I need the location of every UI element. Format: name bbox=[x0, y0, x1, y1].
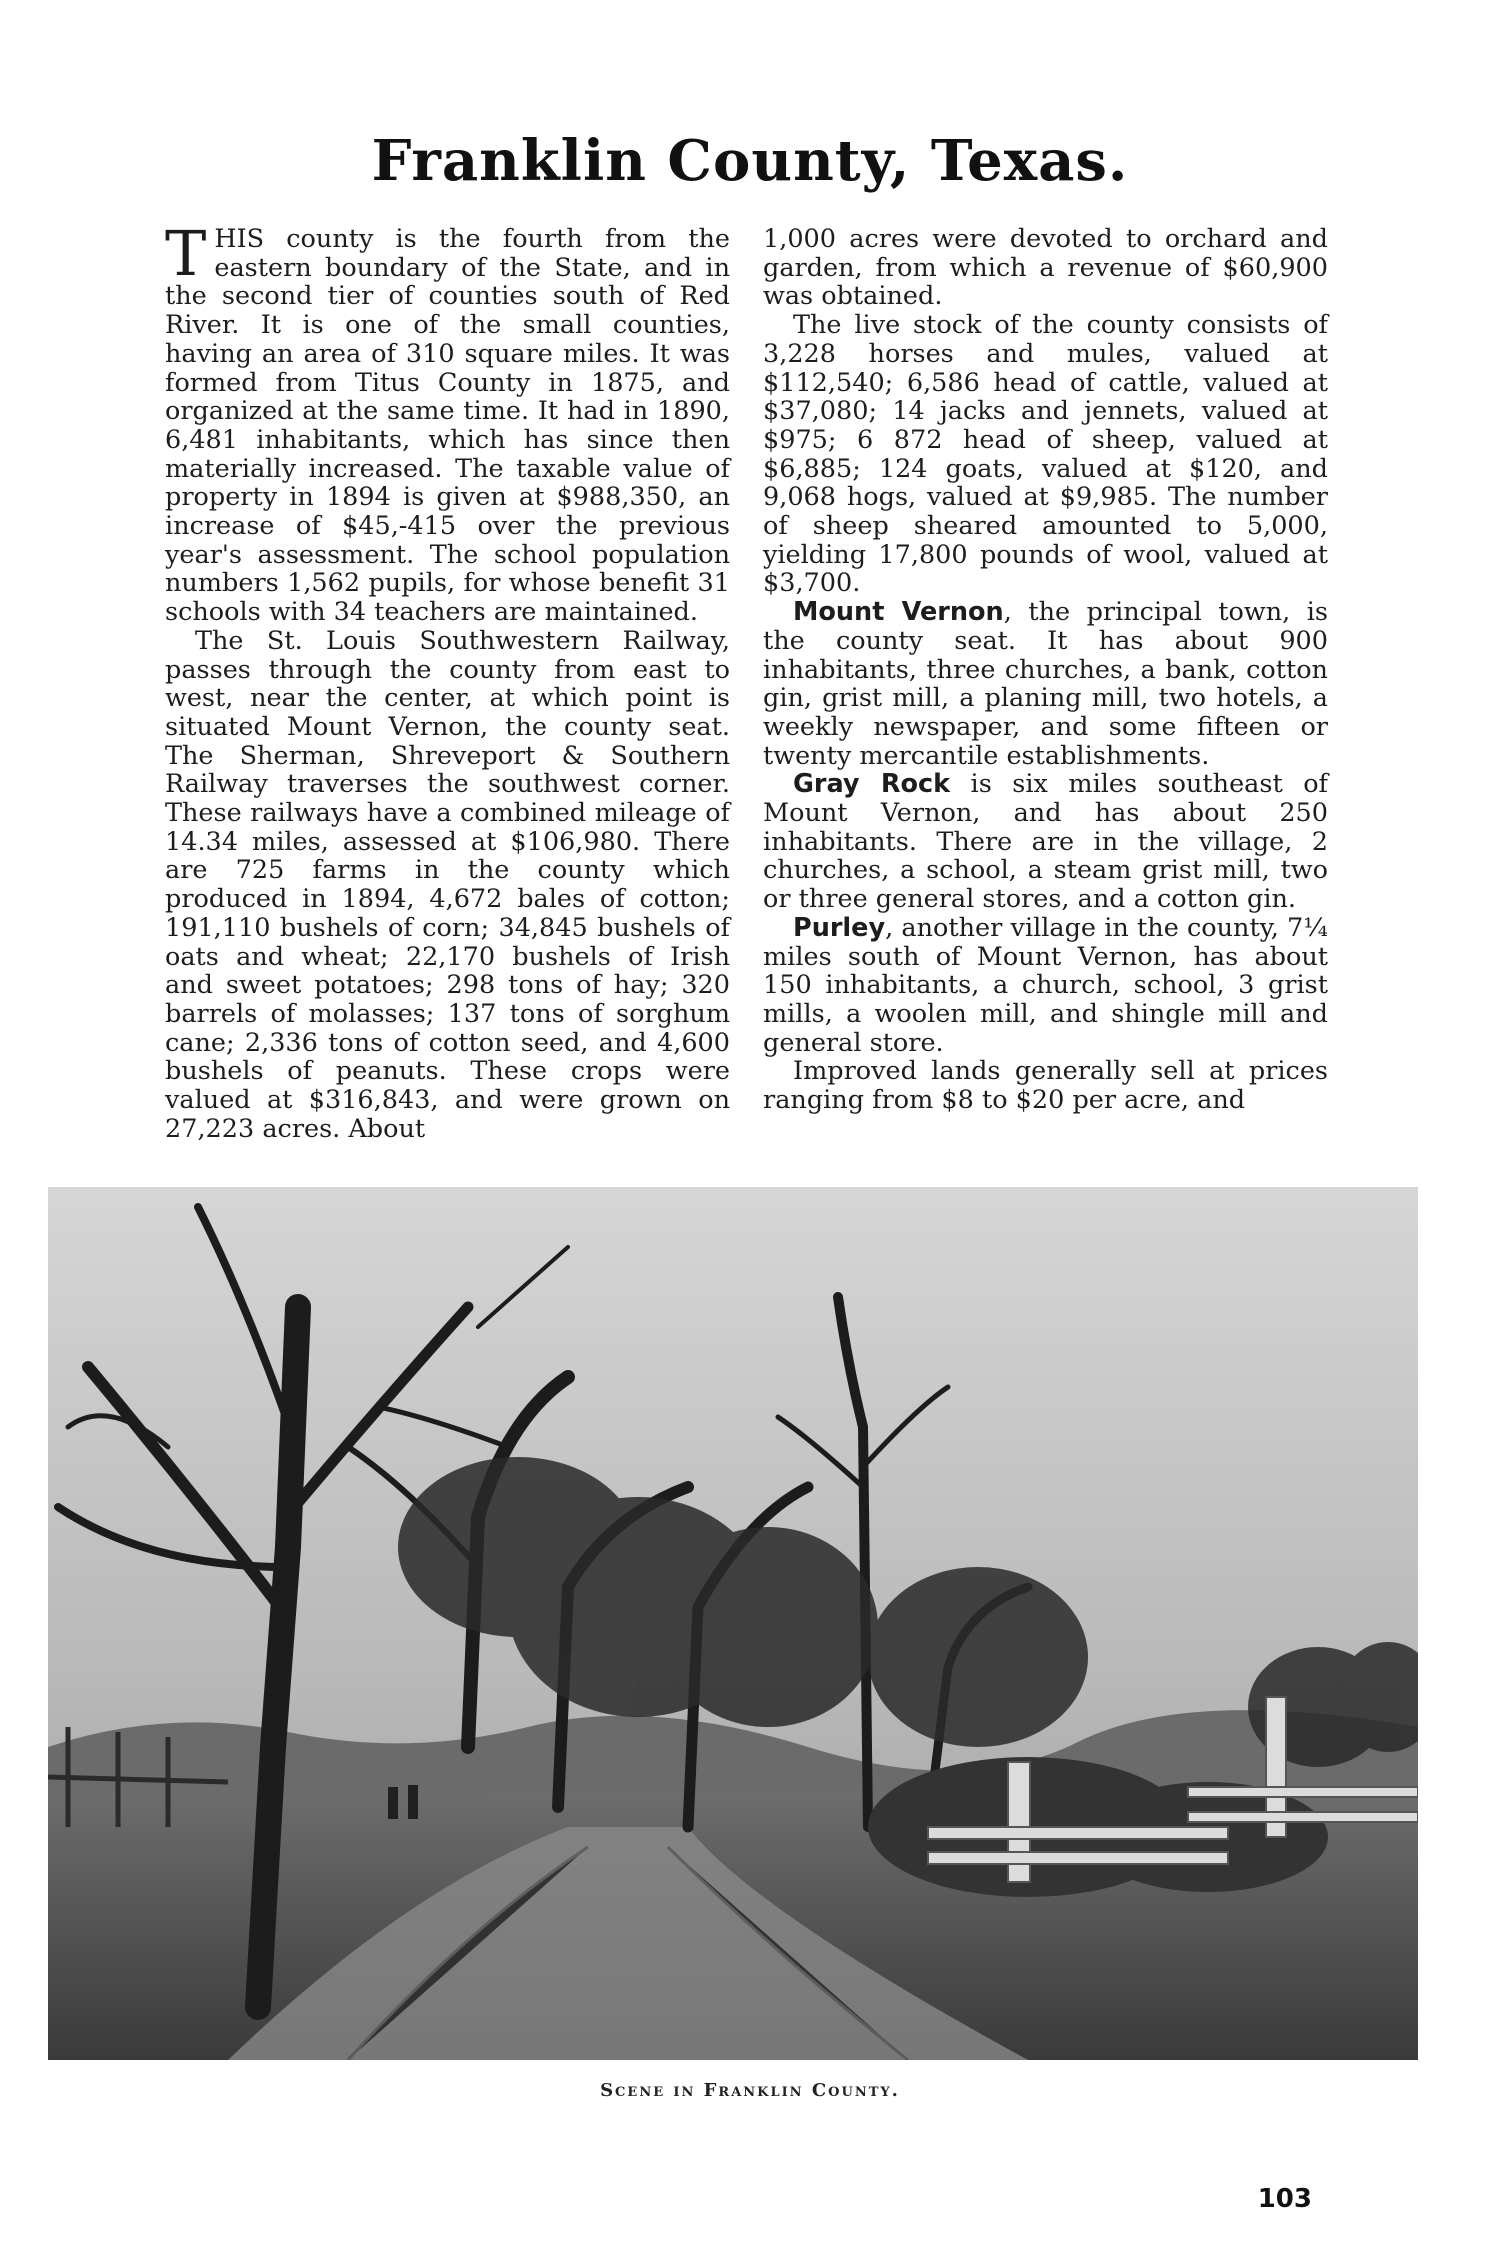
left-column bbox=[165, 217, 730, 1144]
railway-paragraph: The St. Louis Southwestern Railway, passes through the county from east to west, near the center, at which point is situated Mount Vernon, the county seat. The Sherman, Shreveport & Southern Railway traverses the southwest corner. These railways have a combined mileage of 14.34 miles, assessed at $106,980. There are 725 farms in the county which produced in 1894, 4,672 bales of cotton; 191,110 bushels of corn; 34,845 bushels of oats and wheat; 22,170 bushels of Irish and sweet potatoes; 298 tons of hay; 320 barrels of molasses; 137 tons of sorghum cane; 2,336 tons of cotton seed, and 4,600 bushels of peanuts. These crops were valued at $316,843, and were grown on 27,223 acres. About bbox=[165, 625, 730, 1144]
right-column bbox=[763, 225, 1328, 1115]
page-title: Franklin County, Texas. bbox=[371, 128, 1129, 194]
land-prices-paragraph: Improved lands generally sell at prices ranging from $8 to $20 per acre, and bbox=[763, 1056, 1328, 1116]
railway-paragraph-continued: 1,000 acres were devoted to orchard and garden, from which a revenue of $60,900 was obtained. bbox=[763, 224, 1328, 312]
run-in-heading: Gray Rock bbox=[793, 769, 951, 800]
livestock-paragraph: The live stock of the county consists of 3,228 horses and mules, valued at $112,540; 6,586 head of cattle, valued at $37,080; 14 jacks and jennets, valued at $975; 6 872 head of sheep, valued at $6,885; 124 goats, valued at $120, and 9,068 hogs, valued at $9,985. The number of sheep sheared amounted to 5,000, yielding 17,800 pounds of wool, valued at $3,700. bbox=[763, 310, 1328, 599]
photo-illustration bbox=[48, 1187, 1418, 2060]
run-in-heading: Mount Vernon bbox=[793, 597, 1004, 628]
intro-text: HIS county is the fourth from the eastern boundary of the State, and in the second tier of counties south of Red River. It is one of the small counties, having an area of 310 square miles. It was formed from Titus County in 1875, and organized at the same time. It had in 1890, 6,481 inhabitants, which has since then materially increased. The taxable value of property in 1894 is given at $988,350, an increase of $45,-415 over the previous year's assessment. The school population numbers 1,562 pupils, for whose benefit 31 schools with 34 teachers are maintained. bbox=[165, 224, 730, 628]
page-number: 103 bbox=[1257, 2184, 1312, 2214]
drop-cap: T bbox=[165, 217, 207, 290]
run-in-heading: Purley bbox=[793, 912, 886, 943]
gray-rock-paragraph: Gray Rock is six miles southeast of Mount Vernon, and has about 250 inhabitants. There are in the village, 2 churches, a school, a steam grist mill, two or three general stores, and a cotton gin. bbox=[763, 769, 1328, 915]
landscape-photo bbox=[48, 1187, 1418, 2060]
photo-caption: Scene in Franklin County. bbox=[600, 2080, 900, 2101]
intro-paragraph bbox=[165, 217, 730, 628]
purley-paragraph: Purley, another village in the county, 7¼ miles south of Mount Vernon, has about 150 inhabitants, a church, school, 3 grist mills, a woolen mill, and shingle mill and general store. bbox=[763, 912, 1328, 1058]
mount-vernon-paragraph: Mount Vernon, the principal town, is the county seat. It has about 900 inhabitants, three churches, a bank, cotton gin, grist mill, a planing mill, two hotels, a weekly newspaper, and some fifteen or twenty mercantile establishments. bbox=[763, 597, 1329, 771]
